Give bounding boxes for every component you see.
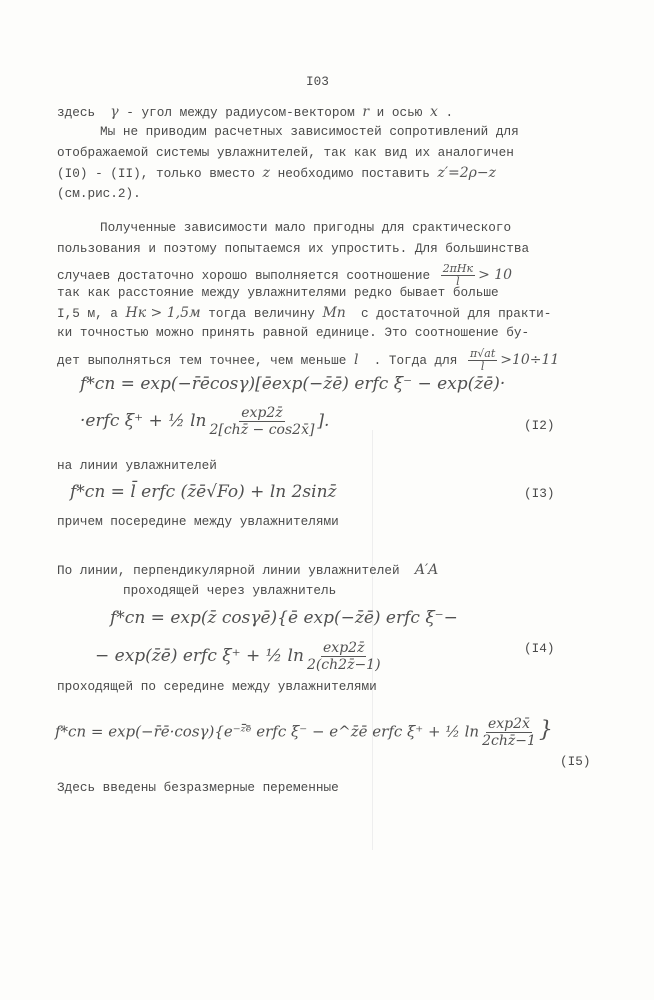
math-r: r (362, 104, 370, 120)
math-text: >10÷11 (500, 351, 560, 368)
text-line: на линии увлажнителей (57, 458, 217, 473)
math-gamma: γ (110, 104, 119, 120)
text: . Тогда для (358, 352, 466, 368)
math-l: l (353, 351, 359, 368)
text-line (57, 305, 551, 322)
text-line: так как расстояние между увлажнителями редко бывает больше (57, 285, 499, 300)
text: I,5 м, а (57, 306, 126, 321)
equation-12-line-1: f*сп = exp(−r̄ēcosγ)[ēexp(−z̄ē) erfc ξ⁻ − exp(z̄ē)· (80, 374, 506, 394)
numerator: exp2z̄ (323, 640, 365, 656)
text: и осью (369, 105, 430, 120)
text-line: Здесь введены безразмерные переменные (57, 780, 339, 795)
text-line: пользования и поэтому попытаемся их упростить. Для большинства (57, 241, 530, 256)
formula-text: ·erfc ξ⁺ + ½ ln (80, 411, 207, 431)
text-line (57, 104, 453, 121)
text-line: Мы не приводим расчетных зависимостей сопротивлений для (100, 124, 519, 139)
equation-number: (I4) (524, 641, 555, 656)
denominator: l (456, 275, 460, 288)
text-line: проходящей по середине между увлажнителями (57, 679, 377, 694)
text: (I0) - (II), только вместо (57, 166, 263, 181)
math-fraction (468, 348, 497, 373)
formula-text: f*сп = exp(−r̄ē·cosγ){e⁻ᶻ̄ᵉ̄ erfc ξ⁻ − e^z̄ē erfc ξ⁺ + ½ ln (55, 722, 480, 741)
formula-text: ]. (317, 411, 330, 431)
equation-number: (I2) (524, 418, 555, 433)
text: с достаточной для практи- (345, 306, 552, 321)
denominator: 2(ch2z̄−1) (306, 657, 381, 673)
numerator: exp2x̄ (488, 716, 530, 732)
math-fraction (209, 405, 314, 438)
math-x: x (429, 104, 438, 120)
text: здесь (57, 105, 111, 120)
equation-14-line-1: f*сп = exp(z̄ cosγē){ē exp(−z̄ē) erfc ξ⁻− (110, 608, 458, 628)
formula-text: } (538, 717, 553, 743)
numerator: exp2z̄ (241, 405, 283, 421)
equation-15 (55, 716, 553, 749)
text: дет выполняться тем точнее, чем меньше (57, 352, 354, 368)
denominator: l (480, 360, 485, 373)
text: - угол между радиусом-вектором (118, 105, 363, 120)
text-line: ки точностью можно принять равной единице. Это соотношение бу- (57, 325, 530, 340)
math-fraction (307, 640, 381, 673)
numerator: π√at (470, 347, 496, 360)
math-substitution: z′=2ρ−z (437, 165, 497, 181)
page-number: I03 (306, 74, 329, 89)
equation-number: (I5) (560, 754, 591, 769)
equation-13: f*сп = l̄ erfc (z̄ē√Fo) + ln 2sinz̄ (70, 482, 337, 502)
formula-text: − exp(z̄ē) erfc ξ⁺ + ½ ln (95, 646, 304, 666)
text: тогда величину (200, 306, 323, 321)
math-z: z (262, 165, 270, 181)
text-line (57, 165, 496, 182)
text-line (57, 562, 438, 579)
math-text: > 10 (478, 266, 513, 283)
text: . (437, 105, 454, 120)
math-text: Mп (322, 305, 346, 321)
math-text: A′A (414, 562, 439, 578)
text-line: Полученные зависимости мало пригодны для срактического (100, 220, 512, 235)
text-line: отображаемой системы увлажнителей, так как вид их аналогичен (57, 145, 514, 160)
text: необходимо поставить (269, 166, 438, 181)
equation-12-line-2 (80, 405, 329, 438)
text-line: проходящей через увлажнитель (123, 583, 337, 598)
text-line: причем посередине между увлажнителями (57, 514, 339, 529)
equation-number: (I3) (524, 486, 555, 501)
denominator: 2chz̄−1 (482, 733, 536, 749)
denominator: 2[chz̄ − cos2x̄] (209, 422, 315, 438)
text-line: (см.рис.2). (57, 186, 141, 201)
text: По линии, перпендикулярной линии увлажнителей (57, 563, 415, 578)
numerator: 2πHк (442, 262, 474, 275)
math-text: Hк > 1,5м (125, 305, 201, 321)
text-line (57, 348, 559, 373)
equation-14-line-2 (95, 640, 384, 673)
text: случаев достаточно хорошо выполняется соотношение (57, 267, 438, 283)
math-fraction (482, 716, 536, 749)
